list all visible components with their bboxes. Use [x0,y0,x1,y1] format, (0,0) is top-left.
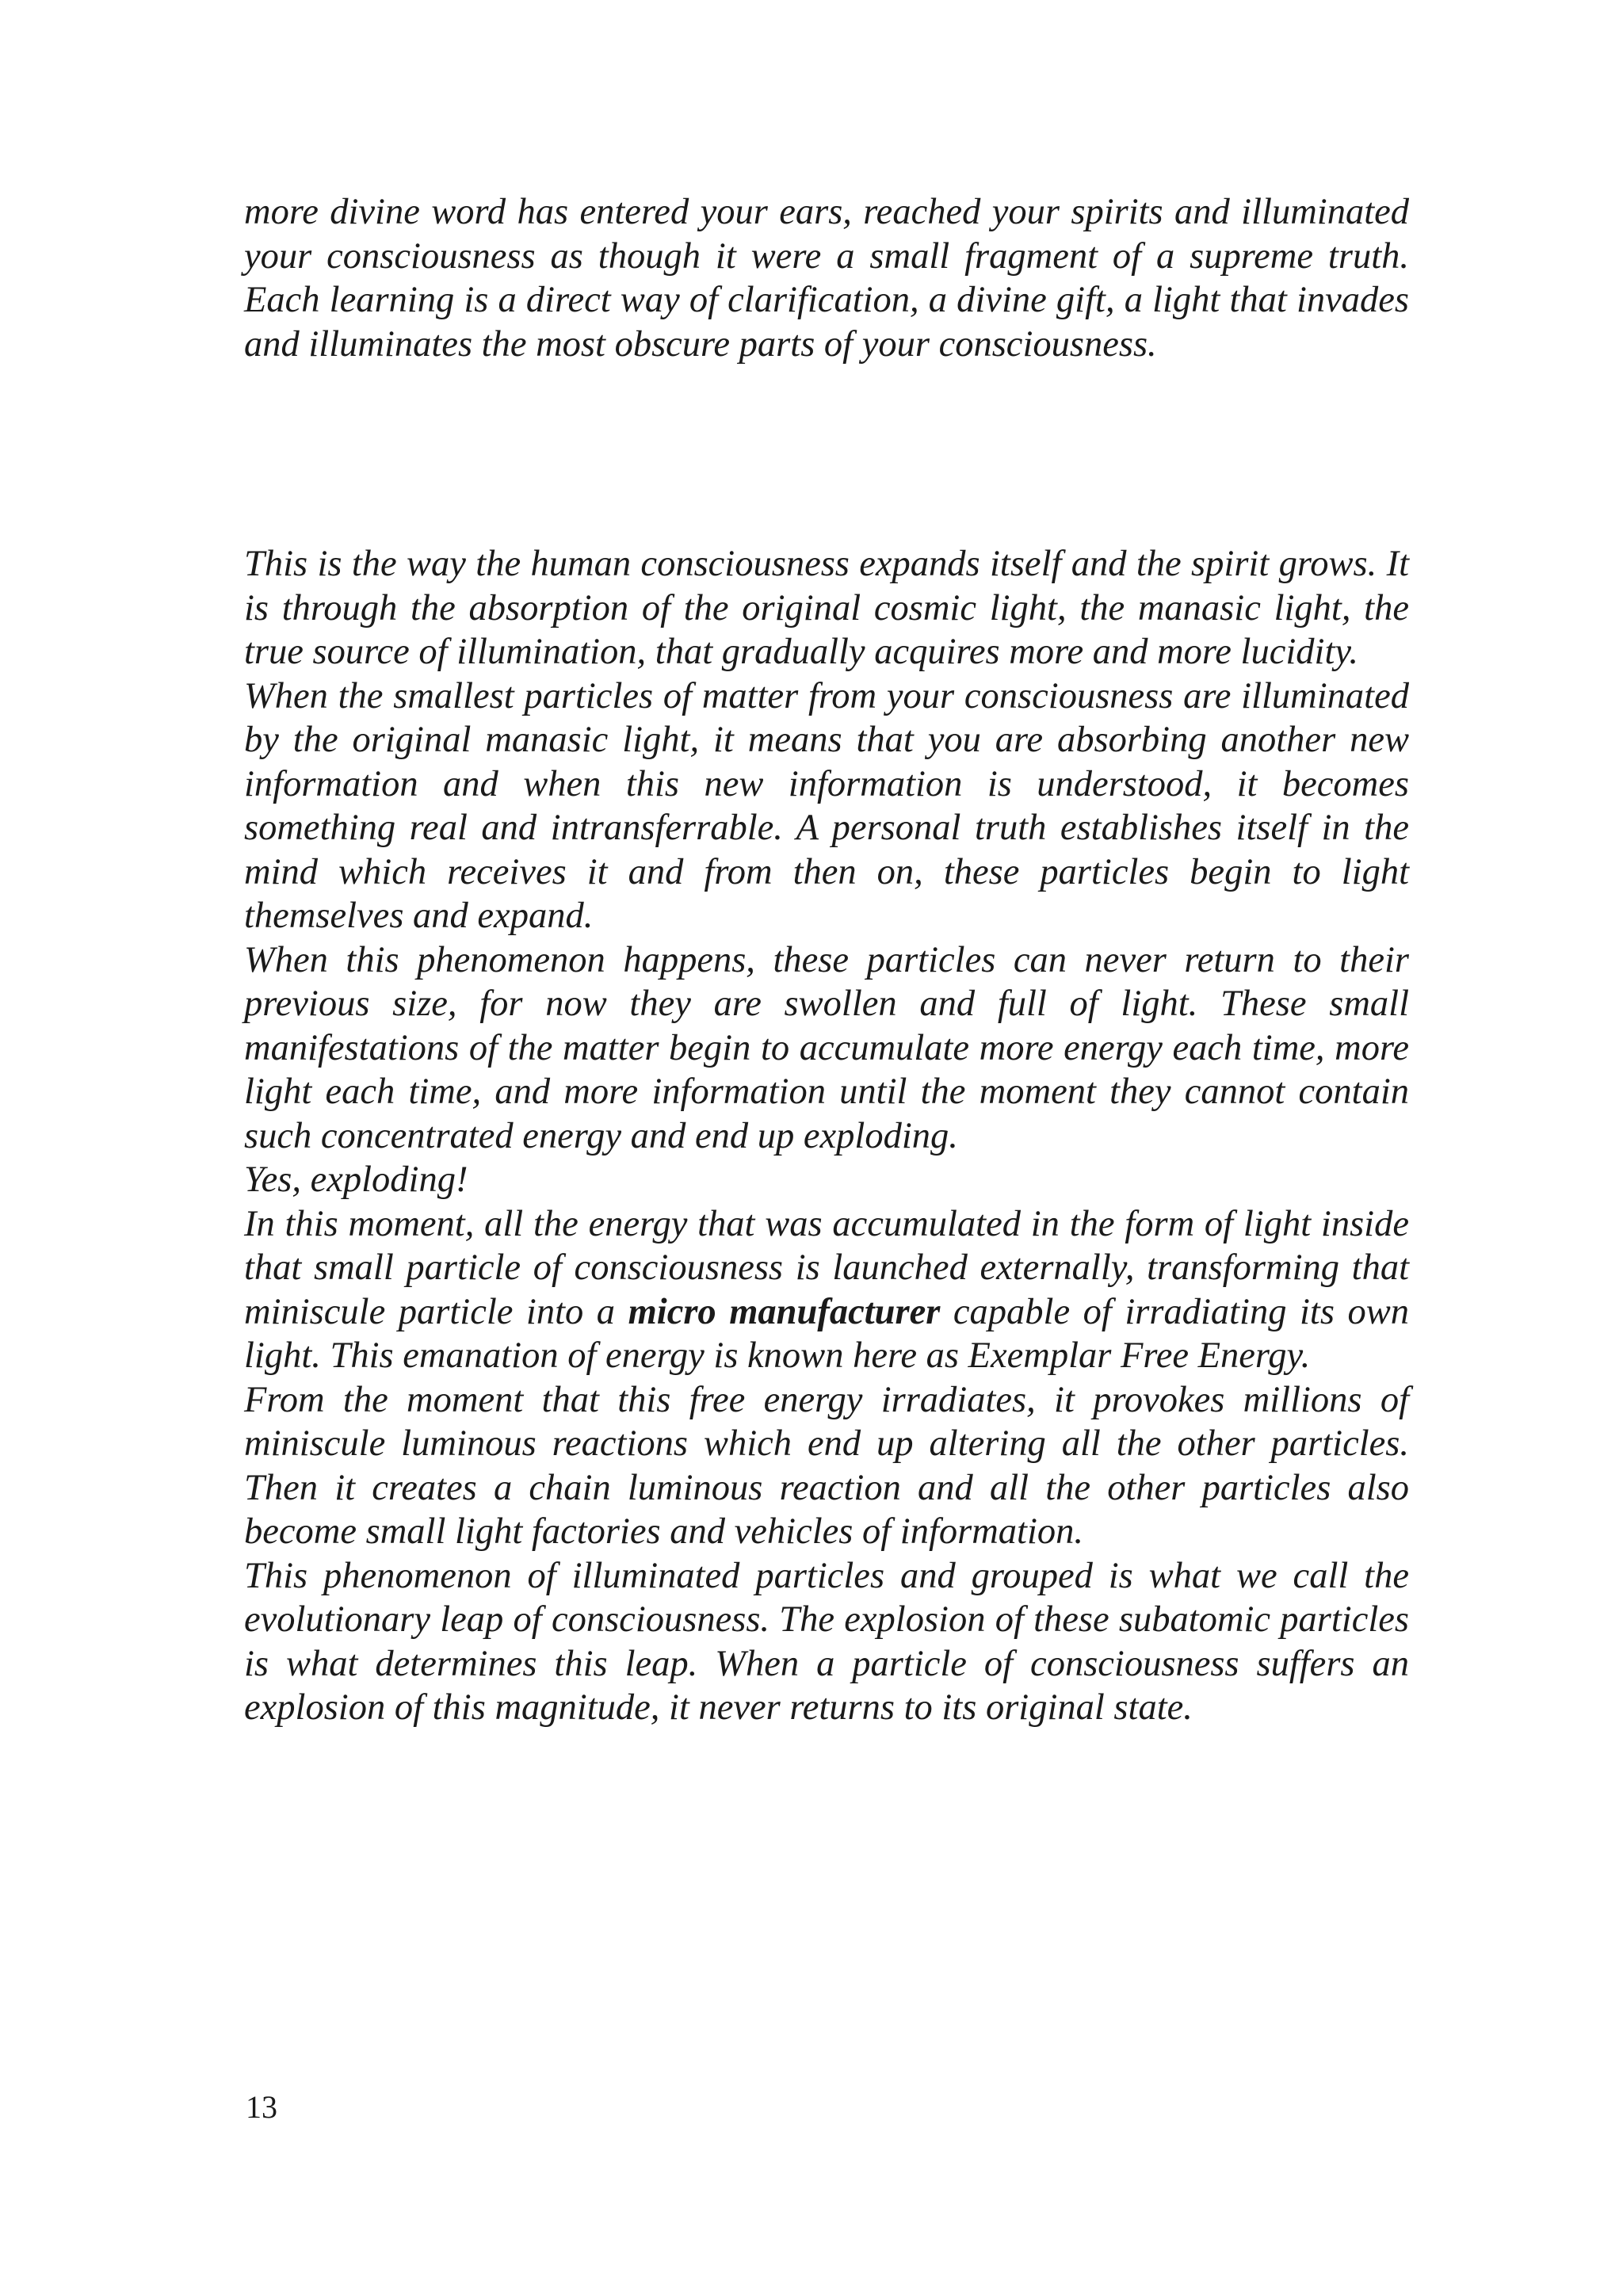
paragraph: When the smallest particles of matter from your consciousness are illuminated by the original manasic light, it means that you are absorbing another new information and when this new information is understood, it becomes something real and intransferrable. A personal truth establishes itself in the mind which receives it and from then on, these particles begin to light themselves and expand. [244,675,1409,936]
paragraph: Yes, exploding! [244,1159,468,1200]
page-number: 13 [246,2089,277,2125]
paragraph: From the moment that this free energy irradiates, it provokes millions of miniscule luminous reactions which end up altering all the other particles. Then it creates a chain luminous reaction and all the other particles also become small light factories and vehicles of information. [244,1379,1409,1552]
paragraph: This phenomenon of illuminated particles and grouped is what we call the evolutionary leap of consciousness. The explosion of these subatomic particles is what determines this leap. When a particle of consciousness suffers an explosion of this magnitude, it never returns to its original state. [244,1555,1409,1728]
paragraph: When this phenomenon happens, these particles can never return to their previous size, for now they are swollen and full of light. These small manifestations of the matter begin to accumulate more energy each time, more light each time, and more information until the moment they cannot contain such concentrated energy and end up exploding. [244,939,1409,1156]
paragraph: This is the way the human consciousness expands itself and the spirit grows. It is through the absorption of the original cosmic light, the manasic light, the true source of illumination, that gradually acquires more and more lucidity. [244,544,1409,672]
paragraph-text: capable of irradiating its own light. This emanation of energy is known here as Exemplar Free Energy. [244,1291,1410,1376]
text-block-main [244,542,1409,1730]
text-block-top [244,190,1409,366]
paragraph-text: In this moment, all the energy that was accumulated in the form of light inside that small particle of consciousness is launched externally, transforming that miniscule particle into a [244,1203,1409,1332]
emphasis-text: micro manufacturer [628,1291,941,1332]
paragraph: more divine word has entered your ears, reached your spirits and illuminated your consciousness as though it were a small fragment of a supreme truth. Each learning is a direct way of clarification, a divine gift, a light that invades and illuminates the most obscure parts of your consciousness. [244,192,1409,365]
paragraph [244,1202,1409,1378]
